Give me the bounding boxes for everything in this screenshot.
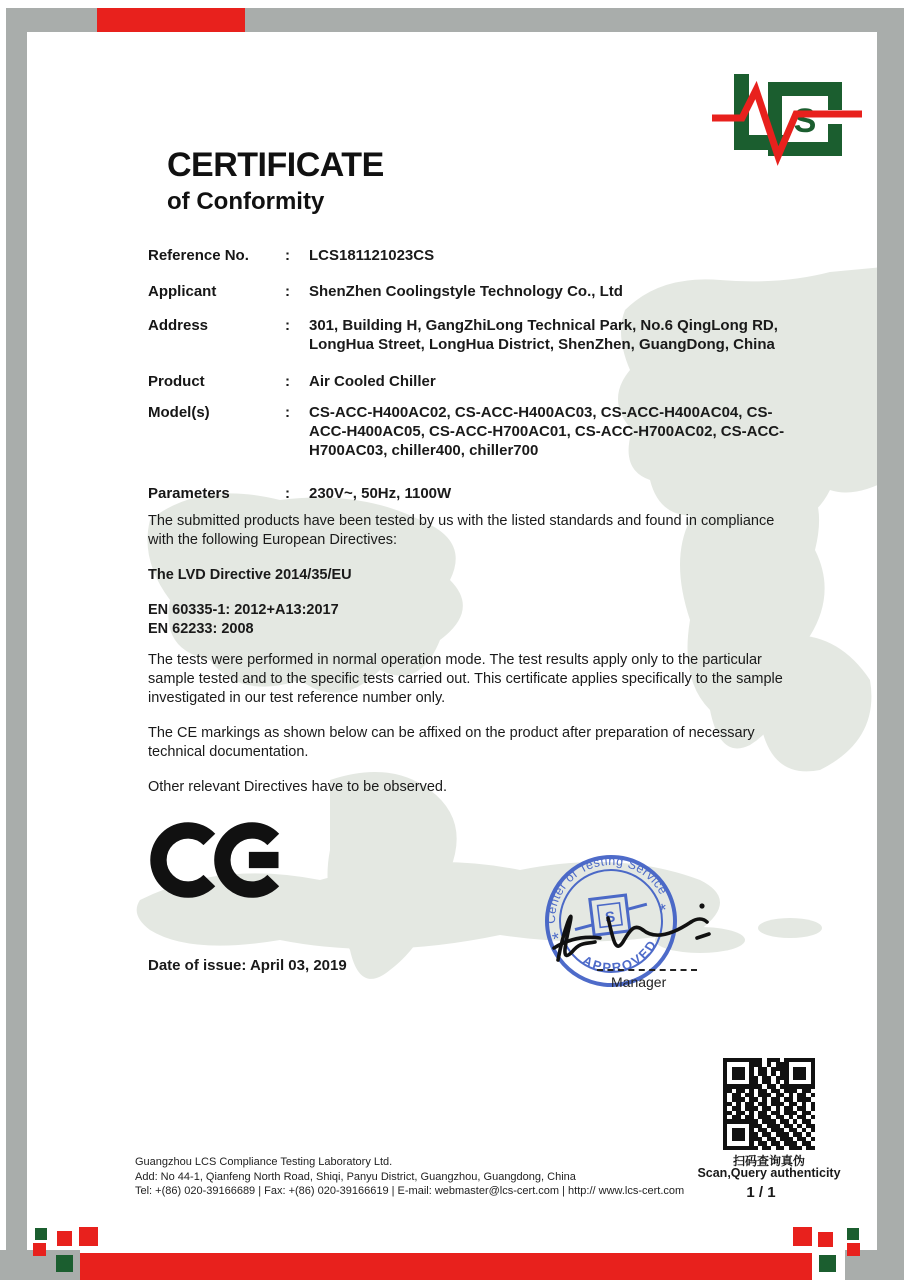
field-colon: : (285, 485, 290, 502)
qr-caption-english: Scan,Query authenticity (697, 1166, 841, 1180)
field-row-parameters (148, 484, 796, 503)
stamp-center-letter: S (604, 908, 617, 927)
field-colon: : (285, 283, 290, 300)
border-bottom-red (80, 1253, 812, 1280)
directive-line: The LVD Directive 2014/35/EU (148, 567, 352, 583)
manager-signature (550, 896, 718, 978)
qr-code (723, 1058, 815, 1150)
decor-square (35, 1228, 47, 1240)
stamp-star-right: * (657, 899, 670, 921)
border-right (877, 8, 904, 1280)
field-label: Reference No. (148, 247, 249, 264)
intro-paragraph: The submitted products have been tested by us with the listed standards and found in compliance with the following European Directives: (148, 513, 775, 548)
field-row-reference (148, 246, 796, 265)
standard-line: EN 62233: 2008 (148, 621, 254, 637)
stamp-star-left: * (550, 928, 563, 950)
field-row-models (148, 403, 796, 460)
field-colon: : (285, 317, 290, 334)
decor-square (793, 1227, 812, 1246)
decor-square (57, 1231, 72, 1246)
stamp-arc-bottom-text: APPROVED (580, 936, 661, 976)
signature-line (597, 969, 697, 971)
field-value: 301, Building H, GangZhiLong Technical Park, No.6 QingLong RD, LongHua Street, LongHua District, ShenZhen, GuangDong, China (309, 317, 778, 353)
stamp-arc-top-text: Center of Testing Service (543, 853, 671, 924)
page-number: 1 / 1 (746, 1184, 776, 1201)
lcs-logo-icon (712, 68, 862, 168)
decor-square (819, 1255, 836, 1272)
certificate-body (148, 512, 798, 813)
issuer-contact: Tel: +(86) 020-39166689 | Fax: +(86) 020-39166619 | E-mail: webmaster@lcs-cert.com | http:// www.lcs-cert.com (135, 1185, 685, 1197)
decor-square (56, 1255, 73, 1272)
standards-block (148, 601, 798, 639)
certificate-title: CERTIFICATE (167, 146, 384, 184)
field-value: 230V~, 50Hz, 1100W (309, 485, 452, 502)
field-row-applicant (148, 282, 796, 301)
issuer-footer (135, 1155, 720, 1199)
decor-square (33, 1243, 46, 1256)
field-label: Product (148, 373, 205, 390)
field-colon: : (285, 373, 290, 390)
certificate-fields (148, 246, 796, 503)
qr-caption-chinese: 扫码查询真伪 (732, 1154, 805, 1168)
signer-role: Manager (611, 974, 667, 990)
field-value: ShenZhen Coolingstyle Technology Co., Ltd (309, 283, 623, 300)
ce-marking-paragraph: The CE markings as shown below can be affixed on the product after preparation of necessary technical documentation. (148, 725, 755, 760)
field-label: Parameters (148, 485, 230, 502)
other-directives-paragraph: Other relevant Directives have to be observed. (148, 779, 448, 795)
standard-line: EN 60335-1: 2012+A13:2017 (148, 602, 339, 618)
certificate-subtitle: of Conformity (167, 188, 325, 215)
decor-square (818, 1232, 833, 1247)
date-of-issue: Date of issue: April 03, 2019 (148, 957, 347, 974)
border-left (6, 8, 27, 1253)
test-conditions-paragraph: The tests were performed in normal operation mode. The test results apply only to the particular sample tested and to the specific tests carried out. This certificate applies specifically to the sample investigated in our test reference number only. (148, 652, 783, 706)
decor-square (79, 1227, 98, 1246)
field-colon: : (285, 247, 290, 264)
ce-mark-icon (146, 808, 298, 912)
field-value: Air Cooled Chiller (309, 373, 436, 390)
issuer-company: Guangzhou LCS Compliance Testing Laboratory Ltd. (135, 1156, 393, 1168)
field-label: Address (148, 317, 209, 334)
decor-square (847, 1228, 859, 1240)
decor-square (847, 1243, 860, 1256)
field-label: Model(s) (148, 404, 210, 421)
field-value: CS-ACC-H400AC02, CS-ACC-H400AC03, CS-ACC-H400AC04, CS-ACC-H400AC05, CS-ACC-H700AC01, CS-ACC-H700AC02, CS-ACC-H700AC03, chiller400, chiller700 (309, 404, 785, 459)
logo-letter: S (793, 102, 817, 140)
field-row-product (148, 372, 796, 391)
border-top-red (97, 8, 245, 32)
field-label: Applicant (148, 283, 217, 300)
issuer-address: Add: No 44-1, Qianfeng North Road, Shiqi, Panyu District, Guangzhou, Guangdong, China (135, 1170, 576, 1183)
field-colon: : (285, 404, 290, 421)
field-value: LCS181121023CS (309, 247, 435, 264)
field-row-address (148, 316, 796, 354)
